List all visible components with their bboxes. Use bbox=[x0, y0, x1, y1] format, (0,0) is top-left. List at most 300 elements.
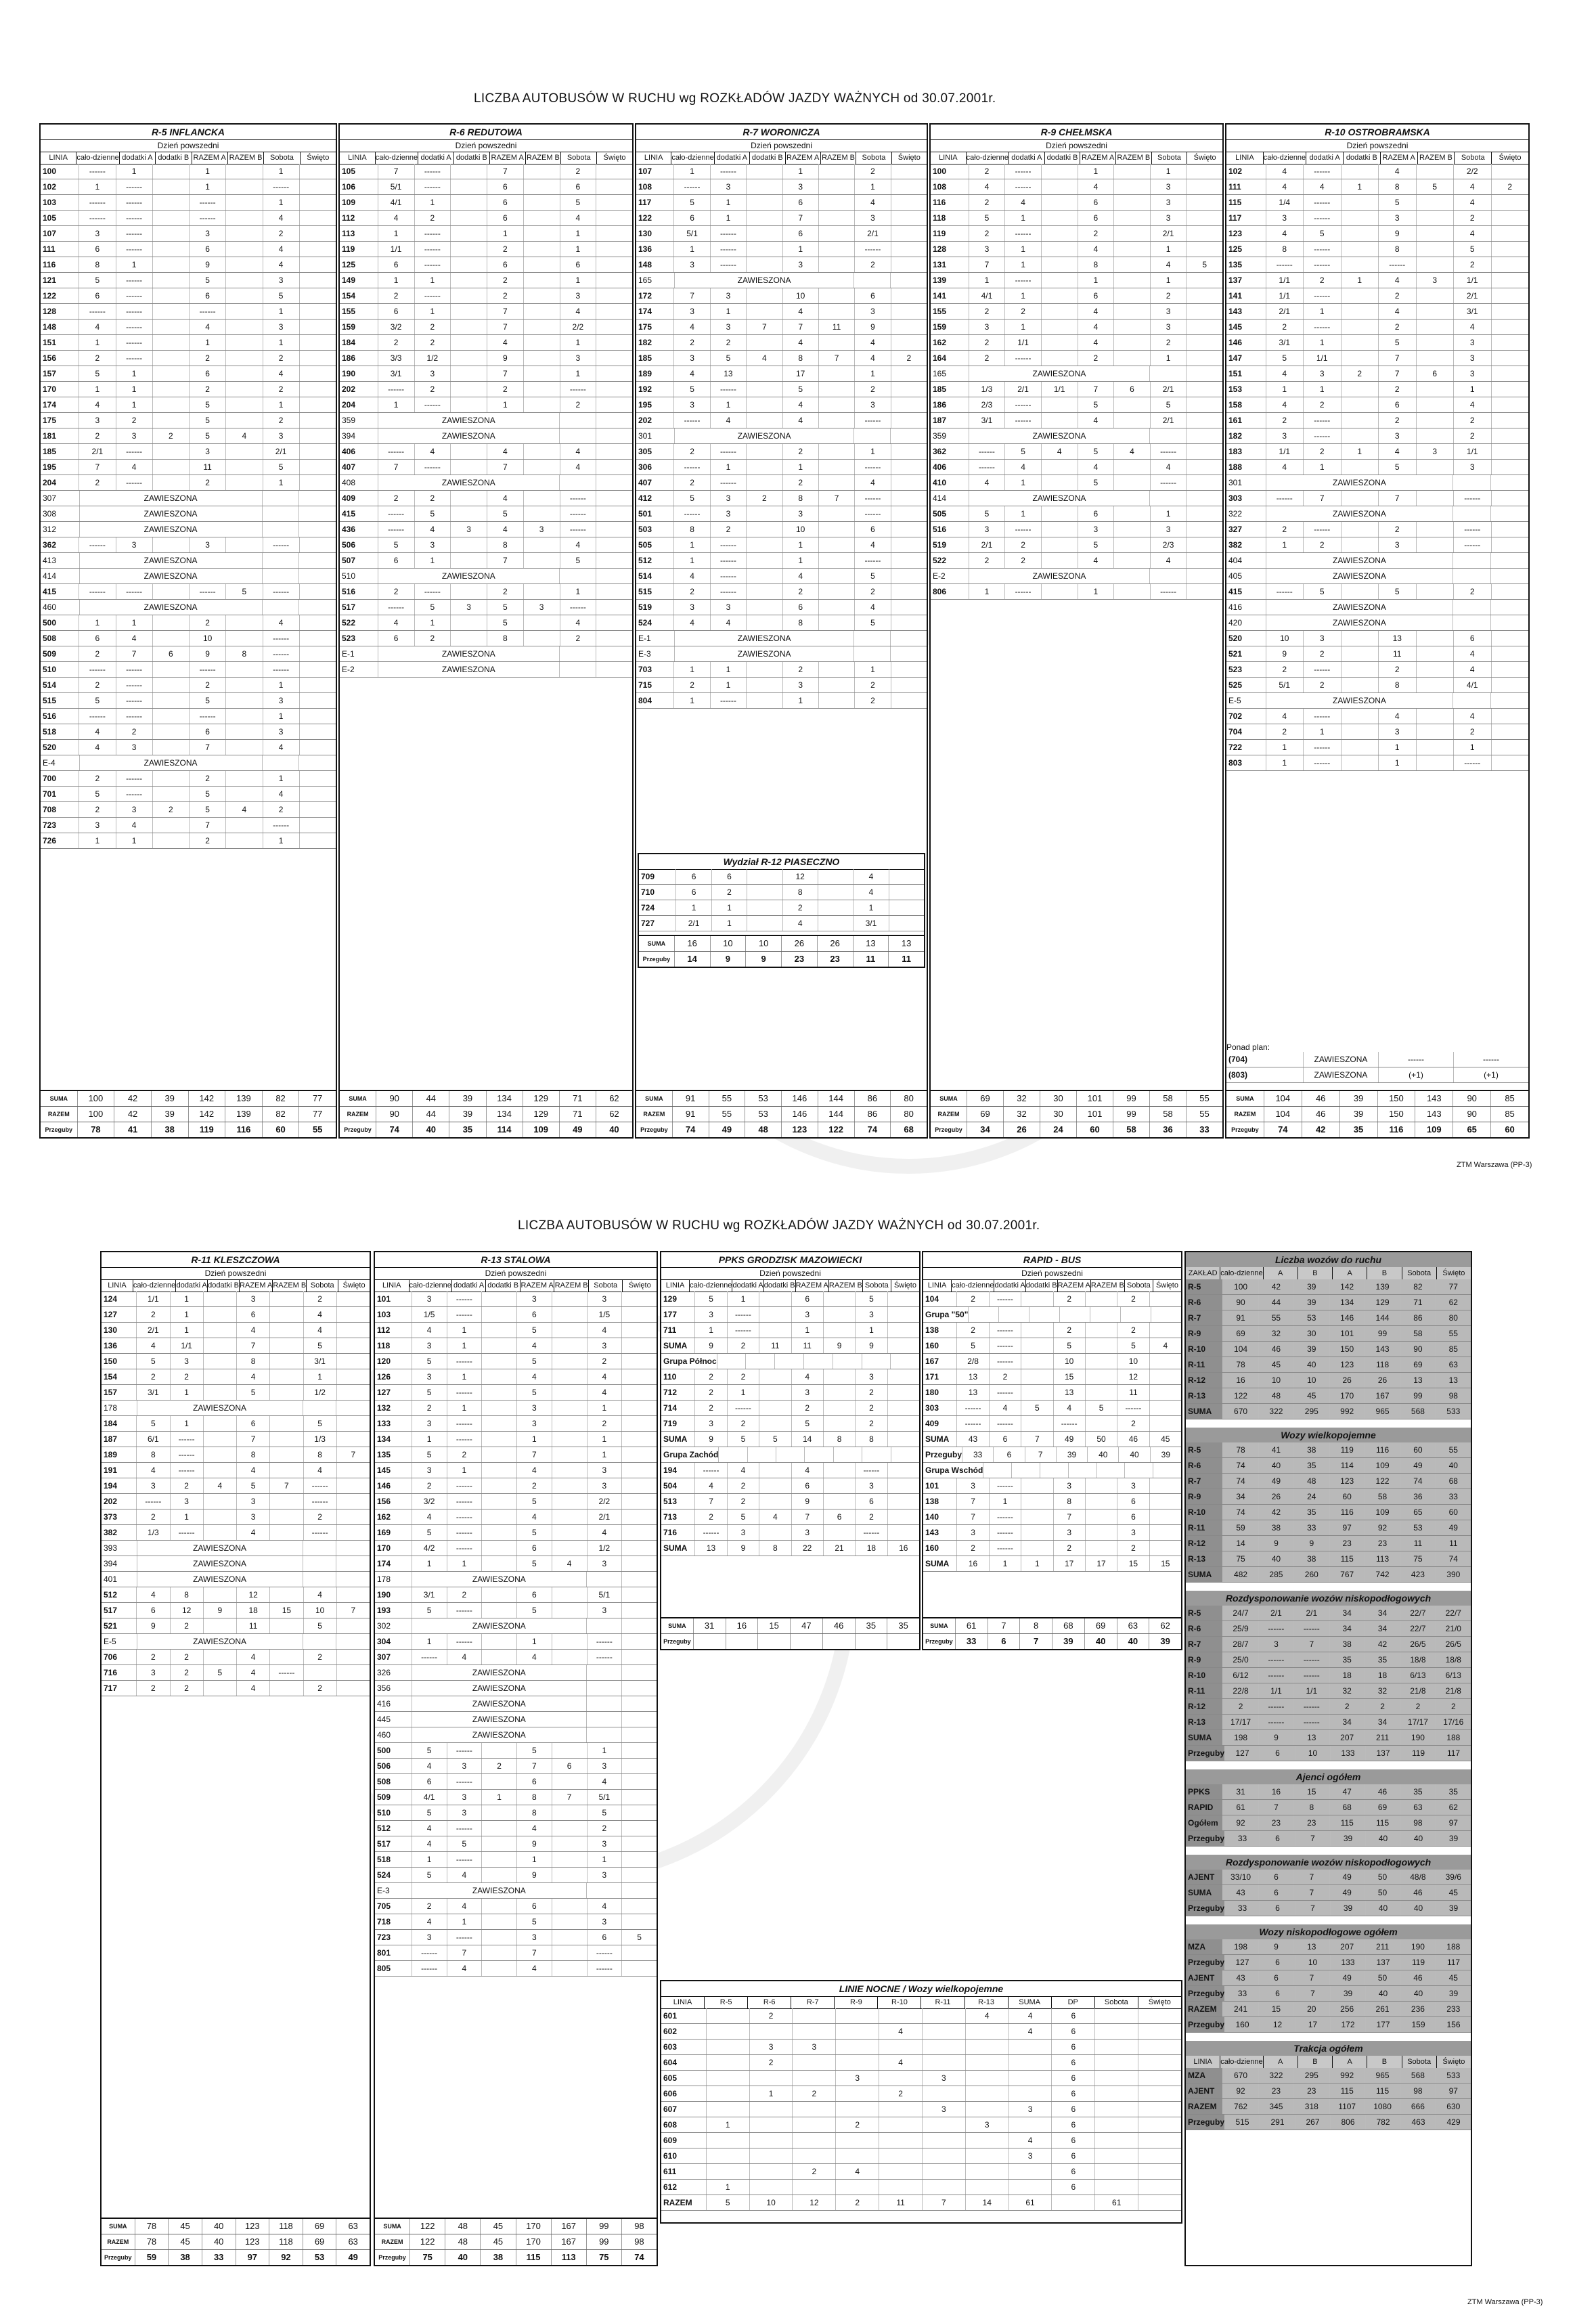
cell bbox=[747, 885, 782, 900]
cell-note: ZAWIESZONA bbox=[80, 506, 263, 521]
cell: ------ bbox=[447, 1416, 483, 1431]
cell: 174 bbox=[375, 1556, 412, 1571]
extra-plan bbox=[1226, 1042, 1528, 1083]
cell: 4 bbox=[1151, 553, 1187, 568]
cell: 2/1 bbox=[263, 444, 300, 459]
cell bbox=[226, 460, 263, 475]
cell: 3 bbox=[923, 2102, 966, 2117]
cell: 7 bbox=[517, 1945, 552, 1960]
cell: 4 bbox=[588, 1525, 623, 1540]
cell: 382 bbox=[1226, 537, 1266, 552]
cell: ------ bbox=[116, 444, 153, 459]
cell bbox=[891, 693, 927, 708]
cell bbox=[622, 1650, 657, 1664]
table-row bbox=[931, 195, 1222, 211]
cell: 50 bbox=[1365, 1870, 1400, 1884]
cell: 55 bbox=[1448, 1445, 1458, 1455]
table-row bbox=[931, 382, 1222, 397]
cell: 4 bbox=[879, 2055, 923, 2070]
cell: ------ bbox=[1454, 491, 1492, 506]
column-header: RAZEM A bbox=[520, 1279, 555, 1292]
cell bbox=[153, 678, 190, 692]
table-row bbox=[661, 1525, 919, 1541]
cell: 4 bbox=[552, 1556, 588, 1571]
cell: 71 bbox=[560, 1091, 596, 1106]
cell: 303 bbox=[1226, 491, 1266, 506]
cell bbox=[524, 335, 560, 350]
cell: 62 bbox=[1448, 1298, 1458, 1307]
cell bbox=[552, 1385, 588, 1400]
cell: ------ bbox=[728, 1323, 759, 1338]
cell: 4 bbox=[1454, 226, 1492, 241]
cell bbox=[1492, 522, 1529, 537]
column-headers bbox=[1226, 152, 1528, 164]
sum-row bbox=[636, 1107, 927, 1122]
cell bbox=[819, 506, 855, 521]
table-row bbox=[375, 1650, 657, 1665]
cell: E-4 bbox=[41, 755, 80, 770]
cell: 1 bbox=[487, 397, 524, 412]
cell bbox=[888, 1338, 919, 1353]
cell: 4 bbox=[1266, 179, 1304, 194]
cell: 190 bbox=[375, 1587, 412, 1602]
cell: 9 bbox=[695, 1338, 727, 1353]
cell: 146 bbox=[782, 1107, 818, 1122]
cell: 723 bbox=[41, 818, 79, 833]
cell bbox=[622, 1852, 657, 1867]
table-row bbox=[340, 522, 632, 537]
cell: 604 bbox=[661, 2055, 707, 2070]
cell: 6 bbox=[1052, 2086, 1095, 2101]
cell: 3 bbox=[1151, 304, 1187, 319]
cell: (+1) bbox=[1379, 1067, 1454, 1082]
cell: 119 bbox=[1401, 1746, 1436, 1761]
cell: 8 bbox=[1054, 1494, 1086, 1509]
cell: 2 bbox=[1266, 662, 1304, 677]
cell: 45 bbox=[1259, 1357, 1294, 1372]
cell: 46 bbox=[1400, 1885, 1436, 1900]
cell: 8 bbox=[1294, 1800, 1329, 1815]
cell: 3 bbox=[957, 1478, 989, 1493]
cell bbox=[888, 1463, 919, 1478]
cell: 8 bbox=[517, 1805, 552, 1820]
cell: 63 bbox=[1448, 1360, 1458, 1369]
cell: 58 bbox=[1150, 1107, 1187, 1122]
cell: ------ bbox=[415, 584, 451, 599]
cell bbox=[1150, 1385, 1181, 1400]
cell: 104 bbox=[1223, 1342, 1258, 1357]
cell: 5 bbox=[855, 569, 891, 583]
cell: 4 bbox=[990, 1401, 1021, 1415]
cell: 4 bbox=[1266, 460, 1304, 475]
cell bbox=[1342, 288, 1379, 303]
cell: ------ bbox=[79, 709, 116, 724]
table-row bbox=[1226, 444, 1528, 460]
cell bbox=[524, 226, 560, 241]
cell bbox=[891, 179, 927, 194]
cell: 13 bbox=[711, 366, 747, 381]
cell: 295 bbox=[1294, 1404, 1329, 1419]
cell: 4 bbox=[263, 787, 300, 801]
summary-section-title: Rozdysponowanie wozów niskopodłogowych bbox=[1186, 1591, 1471, 1606]
cell: 68 bbox=[904, 1124, 914, 1134]
cell: 46 bbox=[823, 1618, 856, 1633]
cell bbox=[862, 1447, 891, 1462]
cell: 123 bbox=[1330, 1474, 1365, 1489]
cell bbox=[1086, 1525, 1117, 1540]
cell: 1 bbox=[1454, 382, 1492, 397]
column-header: B bbox=[1367, 1267, 1402, 1279]
cell bbox=[596, 522, 632, 537]
cell bbox=[1492, 304, 1529, 319]
depot-table bbox=[374, 1251, 658, 2266]
cell: 2 bbox=[695, 1369, 727, 1384]
cell: 414 bbox=[41, 569, 80, 583]
cell: ------ bbox=[412, 1650, 447, 1664]
table-row bbox=[102, 1401, 370, 1416]
cell: 4 bbox=[137, 1463, 170, 1478]
cell: 3 bbox=[1417, 444, 1455, 459]
cell: 53 bbox=[745, 1107, 782, 1122]
cell: 101 bbox=[923, 1478, 957, 1493]
cell bbox=[300, 584, 336, 599]
cell: ------ bbox=[415, 226, 451, 241]
cell bbox=[747, 522, 782, 537]
sum-rows bbox=[639, 935, 924, 967]
cell bbox=[270, 1307, 303, 1322]
cell: 3 bbox=[1259, 1637, 1294, 1652]
cell: 9 bbox=[1259, 1730, 1294, 1745]
cell bbox=[1492, 413, 1529, 428]
table-row bbox=[41, 179, 336, 195]
cell: 420 bbox=[1226, 615, 1266, 630]
cell: 144 bbox=[818, 1107, 855, 1122]
cell: 101 bbox=[1077, 1107, 1113, 1122]
table-row bbox=[102, 1385, 370, 1401]
cell: 1/1 bbox=[1266, 273, 1304, 288]
cell bbox=[270, 1525, 303, 1540]
cell bbox=[747, 413, 782, 428]
cell bbox=[1492, 288, 1529, 303]
cell: 2 bbox=[728, 1416, 759, 1431]
column-header: Sobota bbox=[1095, 1996, 1138, 2008]
cell: 6 bbox=[412, 1774, 447, 1789]
cell: 9 bbox=[695, 1432, 727, 1447]
cell bbox=[226, 615, 263, 630]
cell bbox=[596, 195, 632, 210]
table-row bbox=[931, 288, 1222, 304]
cell: 512 bbox=[636, 553, 674, 568]
cell bbox=[747, 584, 782, 599]
cell bbox=[263, 553, 300, 568]
cell bbox=[300, 195, 336, 210]
column-header: LINIA bbox=[1186, 2056, 1220, 2068]
cell: 1080 bbox=[1365, 2099, 1400, 2114]
cell bbox=[1138, 2055, 1181, 2070]
table-row bbox=[340, 226, 632, 242]
cell: ------ bbox=[560, 522, 597, 537]
cell: 7 bbox=[957, 1494, 989, 1509]
summary-rows bbox=[1186, 1939, 1471, 2033]
cell: 2/1 bbox=[969, 537, 1006, 552]
cell bbox=[587, 1727, 622, 1742]
table-row bbox=[41, 195, 336, 211]
cell bbox=[153, 444, 190, 459]
cell: 5 bbox=[728, 1509, 759, 1524]
cell: 7 bbox=[1379, 366, 1417, 381]
cell: ------ bbox=[1259, 1621, 1294, 1636]
cell: 150 bbox=[102, 1354, 137, 1369]
cell: 188 bbox=[1446, 1942, 1461, 1952]
cell: 4 bbox=[237, 1665, 270, 1680]
cell: 13 bbox=[1294, 1939, 1329, 1954]
table-row bbox=[375, 1634, 657, 1650]
cell bbox=[1040, 1463, 1069, 1478]
cell: 4 bbox=[237, 1525, 270, 1540]
cell: 40 bbox=[1401, 1901, 1436, 1916]
cell bbox=[622, 1603, 657, 1618]
cell: 1 bbox=[711, 304, 747, 319]
cell: 2 bbox=[793, 2086, 836, 2101]
depot-name: R-6 REDUTOWA bbox=[340, 125, 632, 140]
cell: 2 bbox=[856, 1416, 887, 1431]
cell: 134 bbox=[487, 1091, 523, 1106]
cell: 2 bbox=[378, 288, 415, 303]
cell: 5 bbox=[792, 1416, 824, 1431]
cell: 85 bbox=[1448, 1344, 1458, 1354]
cell bbox=[524, 584, 560, 599]
cell bbox=[759, 1307, 791, 1322]
cell bbox=[622, 1587, 657, 1602]
table-row bbox=[1226, 288, 1528, 304]
cell: 5 bbox=[190, 397, 226, 412]
cell bbox=[300, 257, 336, 272]
cell: 125 bbox=[1226, 242, 1266, 257]
cell: 74 bbox=[1448, 1554, 1458, 1564]
cell: 9 bbox=[711, 952, 747, 967]
sum-row bbox=[41, 1107, 336, 1122]
table-row bbox=[931, 351, 1222, 366]
cell: 1 bbox=[712, 900, 747, 915]
table-row bbox=[340, 179, 632, 195]
cell: 2/1 bbox=[1259, 1606, 1294, 1620]
table-row bbox=[636, 475, 927, 491]
cell: 2 bbox=[190, 382, 226, 397]
cell-note: ZAWIESZONA bbox=[675, 428, 854, 443]
cell: 1 bbox=[1266, 537, 1304, 552]
cell bbox=[300, 242, 336, 257]
cell: 519 bbox=[931, 537, 969, 552]
cell: 10 bbox=[746, 936, 782, 951]
cell: 1 bbox=[79, 335, 116, 350]
cell: 63 bbox=[348, 2236, 358, 2247]
cell bbox=[337, 1338, 370, 1353]
cell: 23 bbox=[782, 952, 818, 967]
cell: 26 bbox=[818, 936, 854, 951]
cell: 2/1 bbox=[588, 1509, 623, 1524]
cell: 2 bbox=[855, 257, 891, 272]
cell: 3 bbox=[695, 1416, 727, 1431]
summary-row bbox=[1186, 1489, 1471, 1505]
cell bbox=[482, 1603, 517, 1618]
cell: 21/8 bbox=[1400, 1683, 1436, 1698]
cell bbox=[300, 724, 336, 739]
cell: 5 bbox=[560, 195, 597, 210]
cell: ------ bbox=[447, 1743, 483, 1758]
cell bbox=[879, 2102, 923, 2117]
cell: 129 bbox=[523, 1107, 560, 1122]
cell: 1/2 bbox=[588, 1541, 623, 1556]
cell: 4 bbox=[415, 522, 451, 537]
cell: 6 bbox=[1078, 211, 1115, 225]
cell bbox=[622, 1463, 657, 1478]
cell: Przeguby bbox=[661, 1634, 694, 1649]
table-row bbox=[340, 662, 632, 678]
cell bbox=[300, 226, 336, 241]
column-header: LINIA bbox=[931, 152, 967, 164]
cell: 4 bbox=[412, 1759, 447, 1773]
cell: 99 bbox=[1113, 1107, 1150, 1122]
cell: ------ bbox=[588, 1650, 623, 1664]
cell: 39/6 bbox=[1445, 1872, 1461, 1882]
table-row bbox=[340, 475, 632, 491]
table-row bbox=[102, 1463, 370, 1478]
cell bbox=[300, 709, 336, 724]
cell bbox=[482, 1416, 517, 1431]
cell: 4 bbox=[855, 475, 891, 490]
table-row bbox=[1226, 475, 1528, 491]
cell: 2 bbox=[79, 351, 116, 366]
cell: RAZEM bbox=[41, 1107, 78, 1122]
cell: 1 bbox=[560, 242, 597, 257]
cell: 3 bbox=[969, 522, 1006, 537]
cell bbox=[759, 1369, 791, 1384]
cell: 190 bbox=[1400, 1939, 1436, 1954]
cell: 429 bbox=[1446, 2117, 1461, 2127]
table-row bbox=[41, 709, 336, 724]
cell-note: ZAWIESZONA bbox=[1266, 615, 1453, 630]
table-row bbox=[375, 1541, 657, 1556]
cell: 4 bbox=[79, 724, 116, 739]
cell bbox=[891, 631, 927, 646]
cell: 4 bbox=[1078, 179, 1115, 194]
cell bbox=[1187, 569, 1222, 583]
cell: 1 bbox=[415, 615, 451, 630]
cell bbox=[747, 226, 782, 241]
cell: 13 bbox=[854, 936, 889, 951]
table-row bbox=[1226, 413, 1528, 428]
cell: 4 bbox=[1078, 242, 1115, 257]
cell bbox=[587, 1712, 622, 1727]
cell: 9 bbox=[1379, 226, 1417, 241]
cell: 119 bbox=[1401, 1955, 1436, 1970]
cell: 4 bbox=[1266, 164, 1304, 179]
table-row bbox=[636, 646, 927, 662]
cell bbox=[524, 242, 560, 257]
cell: 3 bbox=[447, 1759, 483, 1773]
table-row bbox=[340, 428, 632, 444]
cell bbox=[1086, 1541, 1117, 1556]
cell: 39 bbox=[1331, 1831, 1366, 1846]
cell: ------ bbox=[79, 662, 116, 677]
cell bbox=[759, 1292, 791, 1306]
cell bbox=[1042, 584, 1078, 599]
cell: ------ bbox=[116, 319, 153, 334]
cell: 16 bbox=[675, 936, 711, 951]
cell bbox=[891, 397, 927, 412]
cell bbox=[1187, 553, 1222, 568]
cell: 2 bbox=[1450, 1702, 1456, 1711]
cell bbox=[862, 1354, 891, 1369]
cell: 7 bbox=[552, 1790, 588, 1805]
cell: 6 bbox=[378, 257, 415, 272]
cell: 1 bbox=[990, 1556, 1021, 1571]
cell: 2 bbox=[447, 1587, 483, 1602]
cell: 49 bbox=[1054, 1432, 1086, 1447]
summary-row bbox=[1186, 1388, 1471, 1404]
cell: 5 bbox=[412, 1354, 447, 1369]
cell: 1 bbox=[447, 1338, 483, 1353]
cell bbox=[270, 1463, 303, 1478]
cell: 6 bbox=[676, 869, 711, 884]
cell bbox=[1060, 1307, 1090, 1322]
cell: 61 bbox=[956, 1618, 988, 1633]
page2-title: LICZBA AUTOBUSÓW W RUCHU wg ROZKŁADÓW JAZDY WAŻNYCH od 30.07.2001r. bbox=[518, 1218, 1040, 1233]
table-row bbox=[340, 646, 632, 662]
table-row bbox=[1226, 569, 1528, 584]
cell: R-10 bbox=[1186, 1342, 1223, 1357]
cell: 11 bbox=[819, 319, 855, 334]
cell: 5 bbox=[487, 506, 524, 521]
cell: 204 bbox=[340, 397, 378, 412]
table-row bbox=[375, 1432, 657, 1447]
cell: 3 bbox=[190, 537, 226, 552]
cell: 13 bbox=[901, 938, 912, 948]
cell: 4 bbox=[190, 319, 226, 334]
cell bbox=[1114, 179, 1151, 194]
cell bbox=[891, 569, 927, 583]
cell: 38 bbox=[1294, 1551, 1329, 1566]
cell: 2 bbox=[783, 584, 819, 599]
cell bbox=[1095, 2180, 1138, 2195]
cell bbox=[891, 319, 927, 334]
cell: 460 bbox=[375, 1727, 412, 1742]
cell: 6 bbox=[588, 1930, 623, 1945]
cell: 362 bbox=[931, 444, 969, 459]
cell bbox=[1086, 1478, 1117, 1493]
cell: 726 bbox=[41, 833, 79, 848]
cell: 6 bbox=[1052, 2133, 1095, 2148]
cell bbox=[717, 1354, 747, 1369]
cell: 3 bbox=[855, 397, 891, 412]
table-row bbox=[636, 226, 927, 242]
sum-rows bbox=[923, 1617, 1181, 1649]
cell bbox=[966, 2024, 1009, 2039]
cell: 7 bbox=[237, 1432, 270, 1447]
cell: 6 bbox=[560, 257, 597, 272]
cell-note: ZAWIESZONA bbox=[1266, 693, 1453, 708]
cell: 74 bbox=[634, 2252, 644, 2262]
cell: 2 bbox=[171, 1681, 204, 1696]
cell: 4 bbox=[1304, 179, 1342, 194]
cell: 3 bbox=[750, 2040, 793, 2054]
cell-note: ZAWIESZONA bbox=[80, 569, 263, 583]
cell: 6 bbox=[990, 1432, 1021, 1447]
cell: 3 bbox=[674, 397, 710, 412]
cell: ------ bbox=[1294, 1699, 1329, 1714]
table-row bbox=[661, 1354, 919, 1369]
cell: 119 bbox=[340, 242, 378, 257]
